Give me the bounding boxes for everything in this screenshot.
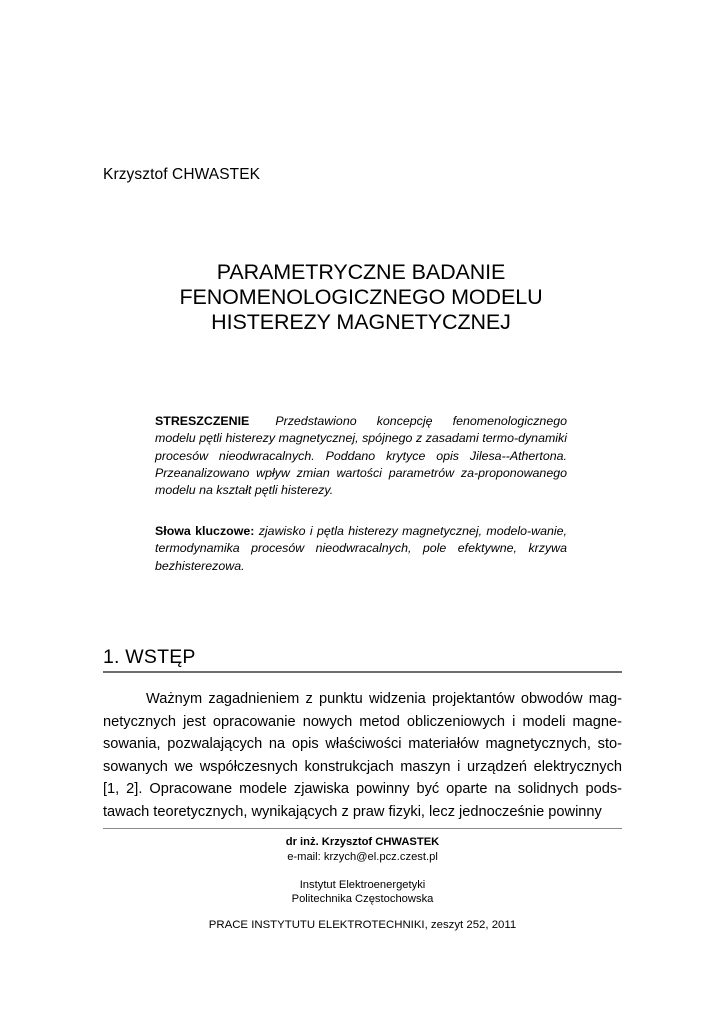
- footer-institute: Instytut Elektroenergetyki: [299, 879, 426, 891]
- footer-journal: PRACE INSTYTUTU ELEKTROTECHNIKI, zeszyt 252, 2011: [208, 919, 517, 931]
- footer-rule: [103, 828, 622, 829]
- title-line-3: HISTEREZY MAGNETYCZNEJ: [211, 310, 511, 334]
- footer-author: dr inż. Krzysztof CHWASTEK: [285, 836, 440, 848]
- abstract-text: Przedstawiono koncepcję fenomenologicznego modelu pętli histerezy magnetycznej, spójnego z zasadami termo-dynamiki procesów nieodwracalnych. Poddano krytyce opis Jilesa--Athertona. Przeanalizowano wpływ zmian wartości parametrów za-proponowanego modelu na kształt pętli histerezy.: [155, 414, 567, 498]
- abstract: [155, 413, 567, 499]
- keywords: [155, 523, 567, 575]
- abstract-label: STRESZCZENIE: [155, 414, 250, 428]
- keywords-label: Słowa kluczowe:: [155, 524, 255, 538]
- footer-university: Politechnika Częstochowska: [291, 893, 434, 905]
- title-line-2: FENOMENOLOGICZNEGO MODELU: [179, 285, 543, 309]
- footer-email: e-mail: krzych@el.pcz.czest.pl: [287, 851, 438, 863]
- section-paragraph: Ważnym zagadnieniem z punktu widzenia projektantów obwodów mag-netycznych jest opracowanie nowych metod obliczeniowych i modeli magne-sowania, pozwalających na opis właściwości materiałów magnetycznych, sto-sowanych we współczesnych konstrukcjach maszyn i urządzeń elektrycznych [1, 2]. Opracowane modele zjawiska powinny być oparte na solidnych pods-tawach teoretycznych, wynikających z praw fizyki, lecz jednocześnie powinny: [103, 691, 622, 820]
- section-rule: [103, 671, 622, 673]
- section-heading: 1. WSTĘP: [103, 646, 196, 668]
- author-name: Krzysztof CHWASTEK: [103, 166, 261, 183]
- keywords-text: zjawisko i pętla histerezy magnetycznej, modelo-wanie, termodynamika procesów nieodwracalnych, pole efektywne, krzywa bezhisterezowa.: [155, 524, 567, 573]
- title-line-1: PARAMETRYCZNE BADANIE: [216, 260, 506, 284]
- paper-title: [100, 260, 622, 335]
